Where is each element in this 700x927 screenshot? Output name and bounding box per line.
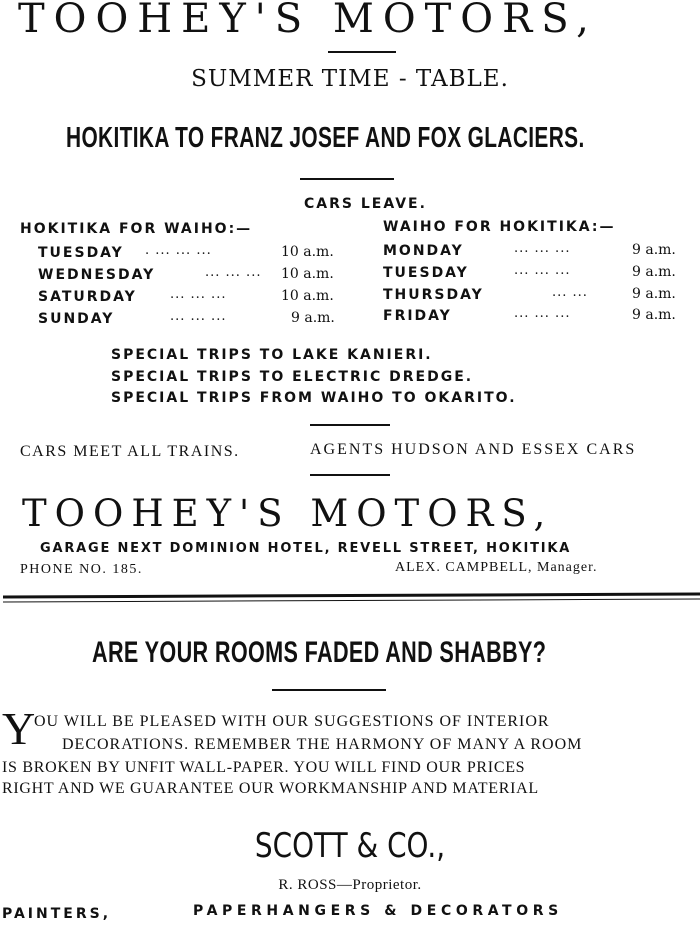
- departure-time: 10 a.m.: [281, 288, 334, 304]
- route-divider: [300, 178, 394, 180]
- ad-separator-thick: [3, 592, 700, 598]
- rooms-headline: ARE YOUR ROOMS FADED AND SHABBY?: [92, 636, 547, 669]
- drop-cap: Y: [2, 703, 36, 754]
- manager-credit: ALEX. CAMPBELL, Manager.: [395, 560, 598, 575]
- ad-title-repeat: TOOHEY'S MOTORS,: [22, 492, 554, 535]
- day: FRIDAY: [383, 308, 452, 324]
- leader-dots: ... ... ...: [170, 309, 227, 324]
- cars-leave-label: CARS LEAVE.: [304, 196, 427, 212]
- right-column-header: WAIHO FOR HOKITIKA:—: [383, 219, 616, 235]
- departure-time: 9 a.m.: [632, 264, 676, 280]
- headline-divider: [272, 689, 386, 691]
- day: MONDAY: [383, 243, 464, 259]
- special-trip-line: SPECIAL TRIPS TO ELECTRIC DREDGE.: [111, 369, 474, 385]
- timetable-row: [383, 265, 469, 281]
- timetable-row: [383, 287, 484, 303]
- leader-dots: ... ... ...: [170, 287, 227, 302]
- ad-title: TOOHEY'S MOTORS,: [18, 0, 598, 42]
- special-divider: [310, 424, 390, 426]
- departure-time: 10 a.m.: [281, 244, 334, 260]
- timetable-row: [38, 311, 114, 327]
- trade-label-right: PAPERHANGERS & DECORATORS: [193, 903, 563, 919]
- phone-number: PHONE NO. 185.: [20, 562, 143, 577]
- title-divider: [328, 51, 396, 53]
- day: SUNDAY: [38, 311, 115, 327]
- proprietor-line: R. ROSS—Proprietor.: [278, 877, 422, 893]
- trade-label-left: PAINTERS,: [2, 906, 112, 922]
- agents-divider: [310, 474, 390, 476]
- leader-dots: ... ... ...: [514, 306, 571, 321]
- timetable-row: [38, 245, 124, 261]
- summer-timetable-heading: SUMMER TIME - TABLE.: [191, 66, 509, 92]
- day: TUESDAY: [383, 265, 469, 281]
- leader-dots: ... ... ...: [514, 241, 571, 256]
- day: THURSDAY: [383, 287, 484, 303]
- left-column-header: HOKITIKA FOR WAIHO:—: [20, 221, 253, 237]
- departure-time: 9 a.m.: [632, 286, 676, 302]
- body-line: IS BROKEN BY UNFIT WALL-PAPER. YOU WILL FIND OUR PRICES: [2, 759, 526, 776]
- day: WEDNESDAY: [38, 267, 156, 283]
- leader-dots: . ... ... ...: [145, 243, 212, 258]
- timetable-row: [38, 289, 137, 305]
- day: TUESDAY: [38, 245, 124, 261]
- timetable-row: [383, 308, 452, 324]
- body-line: RIGHT AND WE GUARANTEE OUR WORKMANSHIP AND MATERIAL: [2, 780, 539, 797]
- departure-time: 9 a.m.: [632, 307, 676, 323]
- agents-line: AGENTS HUDSON AND ESSEX CARS: [310, 441, 637, 458]
- firm-name: SCOTT & CO.,: [254, 826, 446, 866]
- day: SATURDAY: [38, 289, 137, 305]
- cars-meet-trains: CARS MEET ALL TRAINS.: [20, 443, 240, 460]
- garage-address: GARAGE NEXT DOMINION HOTEL, REVELL STREET, HOKITIKA: [40, 541, 572, 556]
- ad-separator-thin: [3, 598, 700, 602]
- leader-dots: ... ... ...: [205, 265, 262, 280]
- timetable-row: [38, 267, 155, 283]
- body-line: DECORATIONS. REMEMBER THE HARMONY OF MANY A ROOM: [62, 736, 583, 753]
- timetable-row: [383, 243, 464, 259]
- special-trip-line: SPECIAL TRIPS TO LAKE KANIERI.: [111, 347, 433, 363]
- departure-time: 10 a.m.: [281, 266, 334, 282]
- leader-dots: ... ...: [552, 285, 588, 300]
- body-line: OU WILL BE PLEASED WITH OUR SUGGESTIONS OF INTERIOR: [34, 713, 550, 730]
- leader-dots: ... ... ...: [514, 263, 571, 278]
- departure-time: 9 a.m.: [291, 310, 335, 326]
- route-heading: HOKITIKA TO FRANZ JOSEF AND FOX GLACIERS.: [66, 122, 585, 154]
- departure-time: 9 a.m.: [632, 242, 676, 258]
- special-trip-line: SPECIAL TRIPS FROM WAIHO TO OKARITO.: [111, 390, 517, 406]
